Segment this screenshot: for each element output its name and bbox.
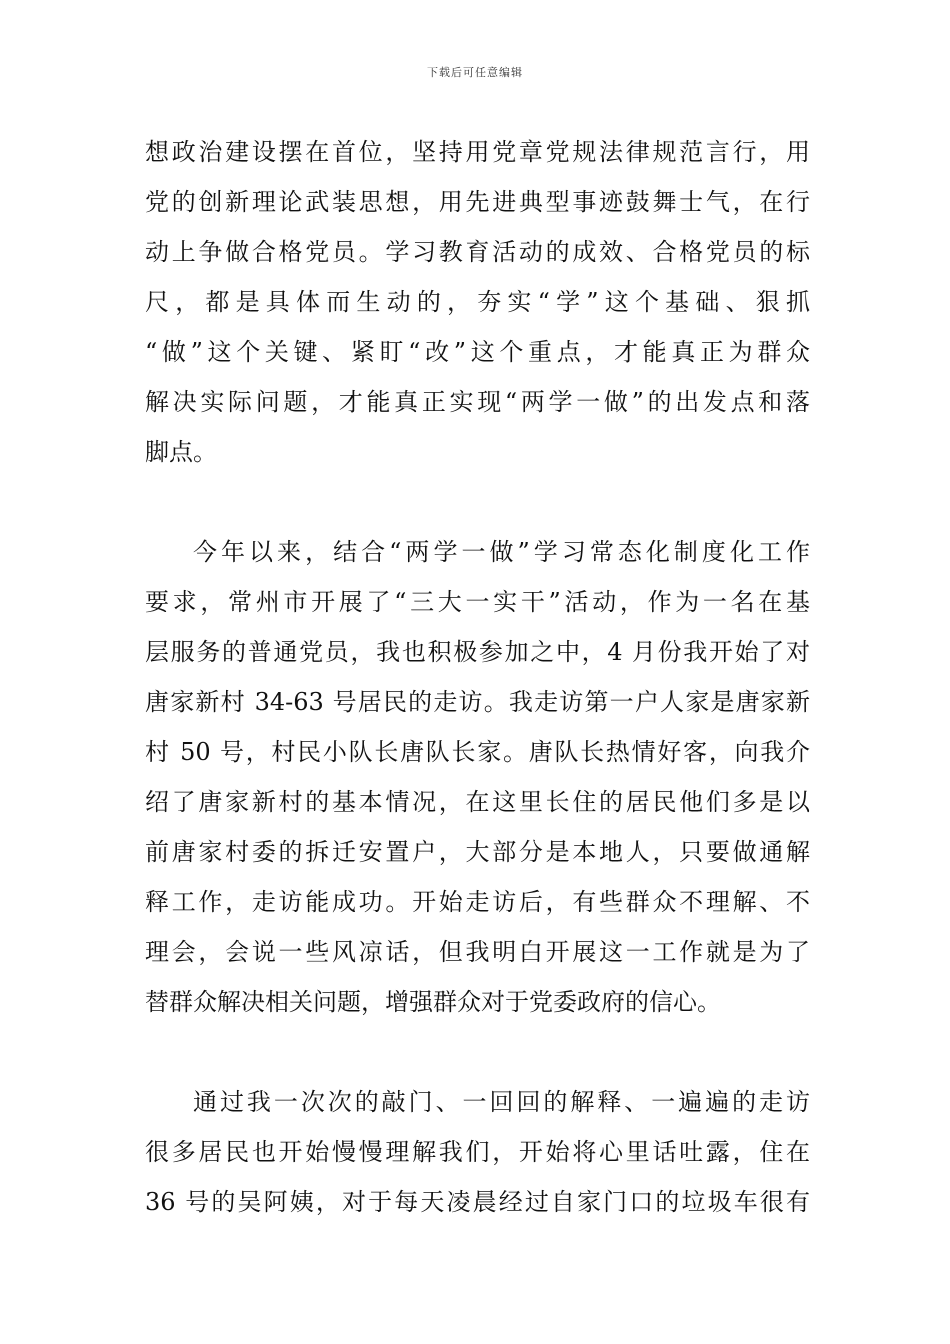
text-line: 替群众解决相关问题，增强群众对于党委政府的信心。: [145, 988, 721, 1016]
paragraph-spacer: [145, 477, 810, 527]
text-line: 通过我一次次的敲门、一回回的解释、一遍遍的走访: [193, 1088, 810, 1116]
text-line: 尺，都是具体而生动的，夯实“学”这个基础、狠抓: [145, 288, 810, 316]
paragraph-spacer: [145, 1027, 810, 1077]
page-header-caption: 下载后可任意编辑: [427, 66, 523, 79]
paragraph-3: [145, 1077, 810, 1227]
text-line: 绍了唐家新村的基本情况，在这里长住的居民他们多是以: [145, 788, 810, 816]
text-line: 36 号的吴阿姨，对于每天凌晨经过自家门口的垃圾车很有: [145, 1188, 810, 1216]
paragraph-1: [145, 127, 810, 477]
text-line: 动上争做合格党员。学习教育活动的成效、合格党员的标: [145, 238, 810, 266]
text-line: 释工作，走访能成功。开始走访后，有些群众不理解、不: [145, 888, 810, 916]
text-line: 解决实际问题，才能真正实现“两学一做”的出发点和落: [145, 388, 810, 416]
text-line: 前唐家村委的拆迁安置户，大部分是本地人，只要做通解: [145, 838, 810, 866]
text-line: 党的创新理论武装思想，用先进典型事迹鼓舞士气，在行: [145, 188, 810, 216]
text-line: 很多居民也开始慢慢理解我们，开始将心里话吐露，住在: [145, 1138, 810, 1166]
text-line: 今年以来，结合“两学一做”学习常态化制度化工作: [193, 538, 810, 566]
text-line: 唐家新村 34-63 号居民的走访。我走访第一户人家是唐家新: [145, 688, 810, 716]
text-line: 村 50 号，村民小队长唐队长家。唐队长热情好客，向我介: [145, 738, 810, 766]
text-line: 层服务的普通党员，我也积极参加之中，4 月份我开始了对: [145, 638, 810, 666]
text-line: 想政治建设摆在首位，坚持用党章党规法律规范言行，用: [145, 138, 810, 166]
document-body: [145, 127, 810, 1227]
text-line: 脚点。: [145, 438, 217, 466]
paragraph-2: [145, 527, 810, 1027]
text-line: “做”这个关键、紧盯“改”这个重点，才能真正为群众: [145, 338, 810, 366]
text-line: 理会，会说一些风凉话，但我明白开展这一工作就是为了: [145, 938, 810, 966]
text-line: 要求，常州市开展了“三大一实干”活动，作为一名在基: [145, 588, 810, 616]
